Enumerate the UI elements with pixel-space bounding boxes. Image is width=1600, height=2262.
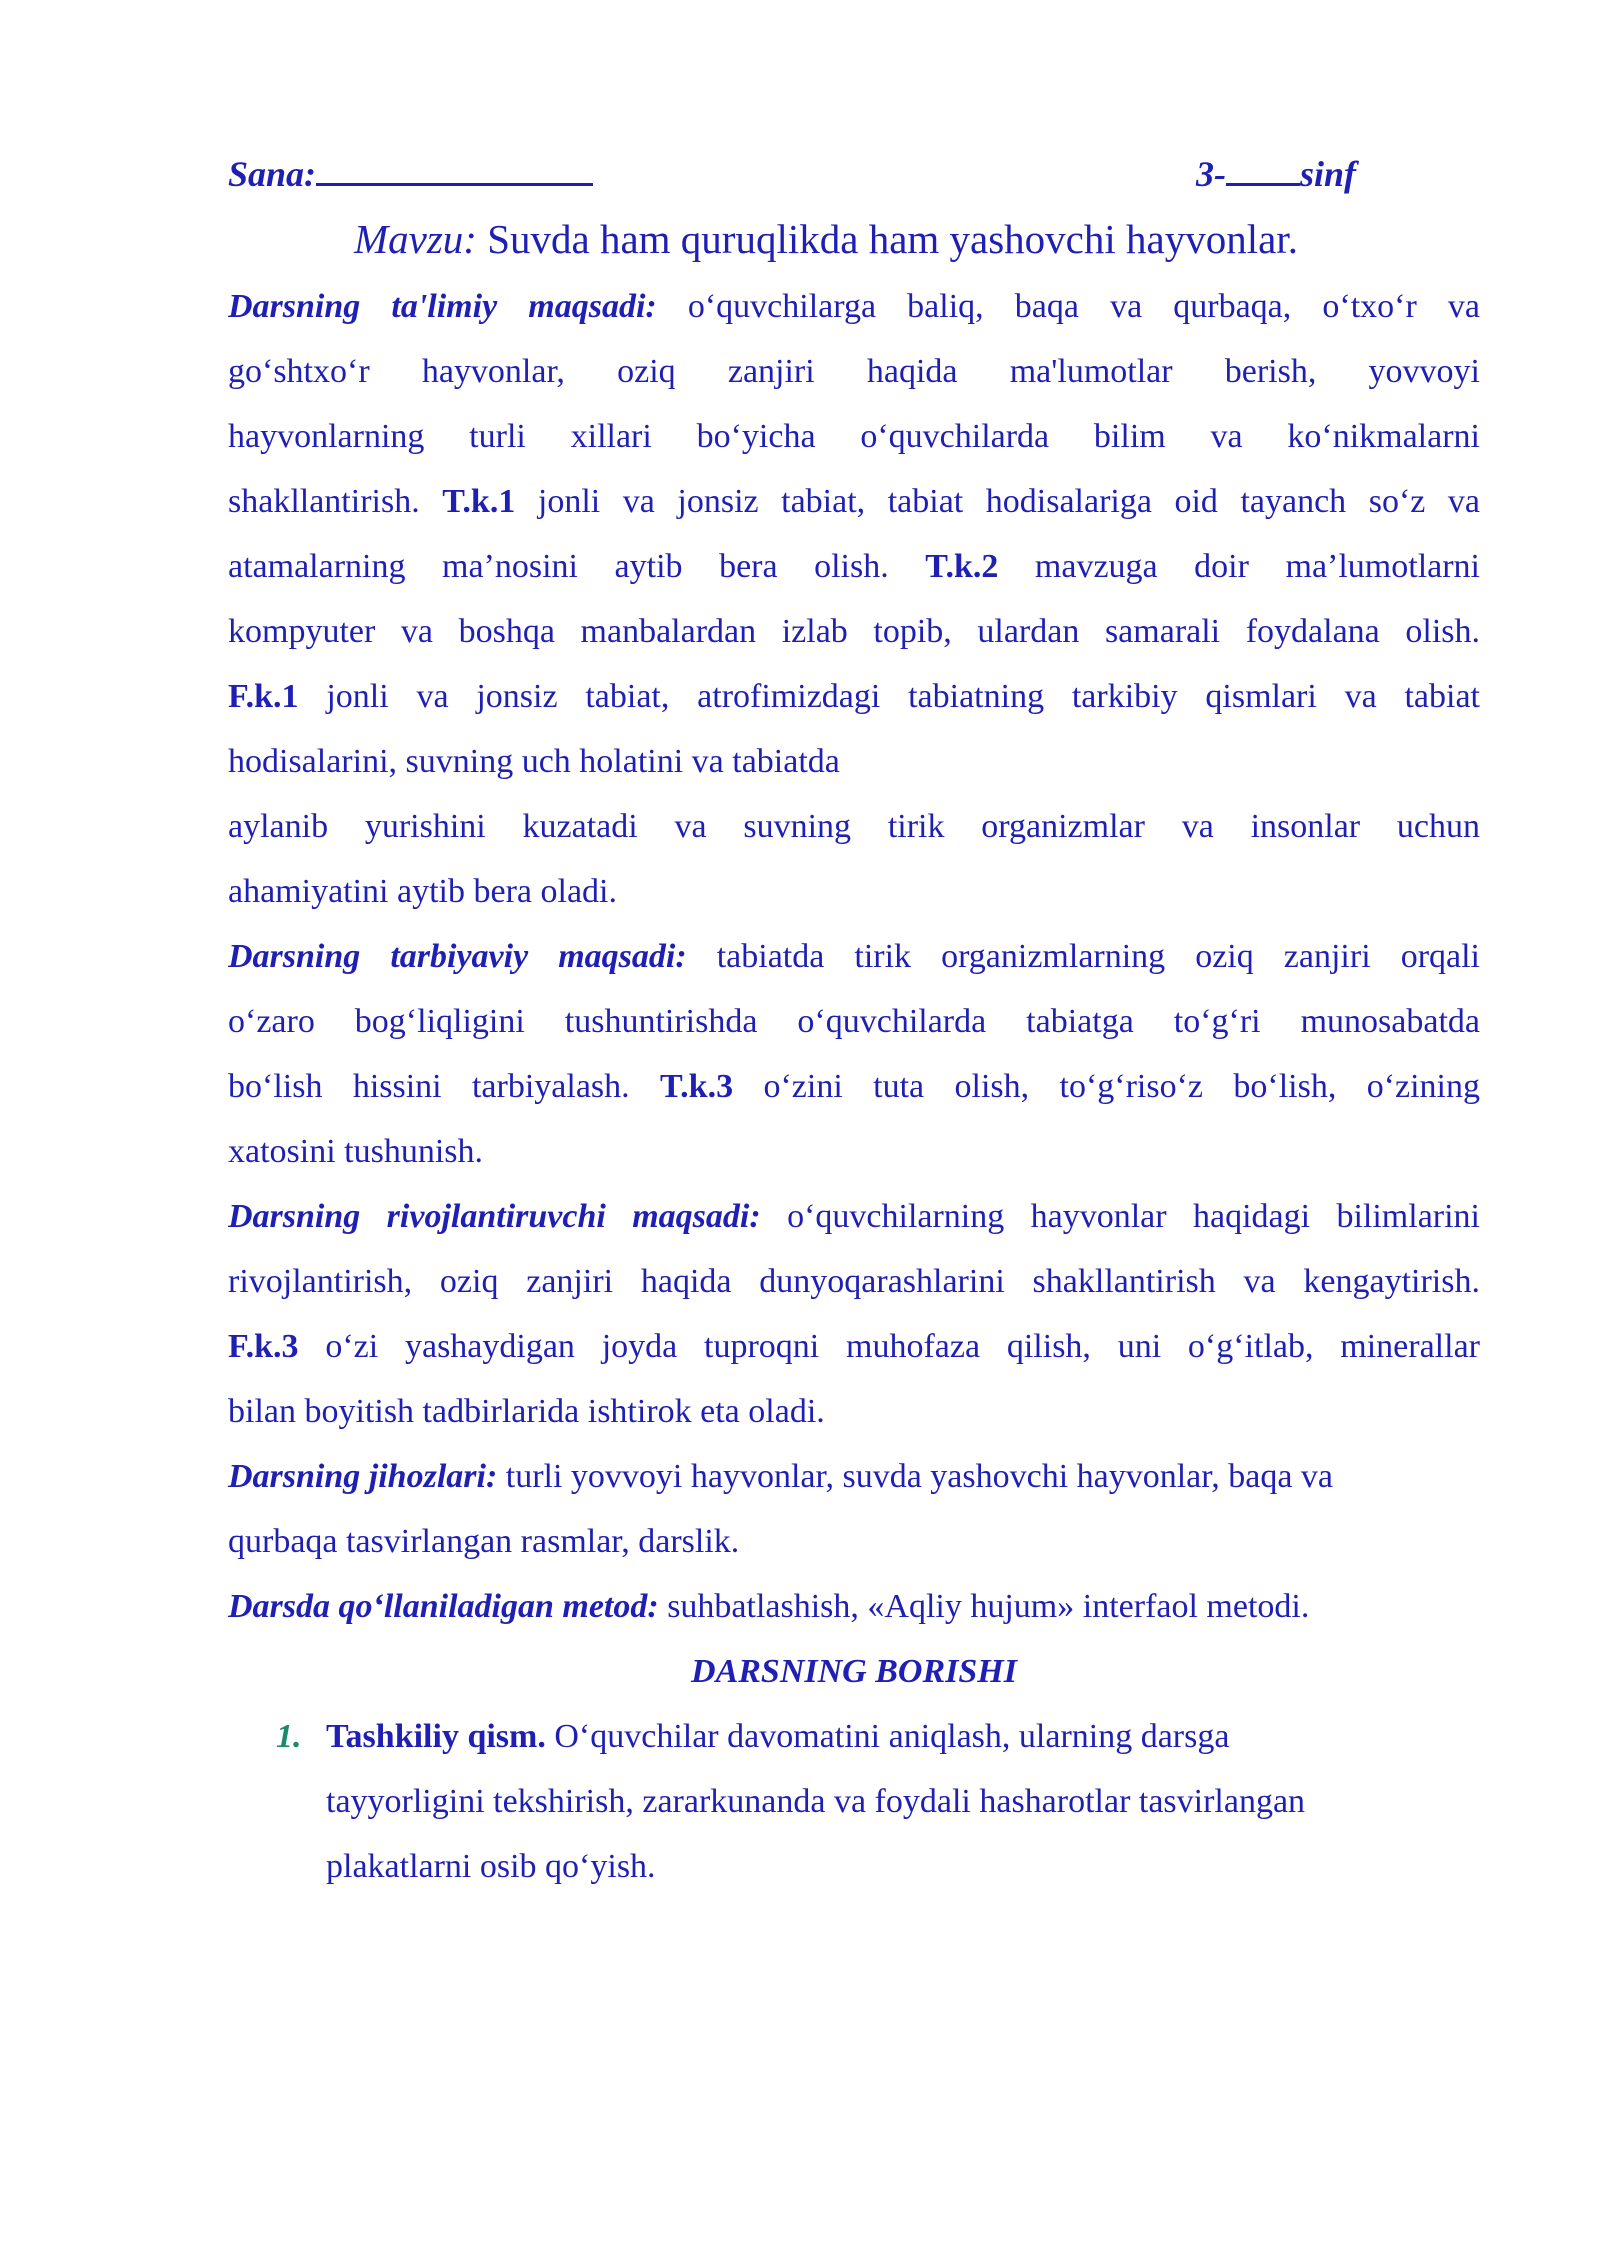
competence-text-fk1: jonli va jonsiz tabiat, atrofimizdagi tabiatning tarkibiy qismlari va tabiat <box>326 678 1480 715</box>
grade-suffix: sinf <box>1300 154 1357 194</box>
upbringing-goal-line-2: o‘zaro bog‘liqligini tushuntirishda o‘quvchilarda tabiatga to‘g‘ri munosabatda <box>228 1003 1480 1040</box>
educational-goal-line-4 <box>228 469 1480 534</box>
competence-code-tk1: T.k.1 <box>442 483 516 520</box>
topic-label: Mavzu: <box>354 216 477 262</box>
educational-goal-line-6: kompyuter va boshqa manbalardan izlab topib, ulardan samarali foydalana olish. <box>228 613 1480 650</box>
grade-field <box>1196 140 1356 208</box>
list-item-line-2: tayyorligini tekshirish, zararkunanda va foydali hasharotlar tasvirlangan <box>326 1783 1306 1820</box>
upbringing-goal-line-4: xatosini tushunish. <box>228 1133 484 1170</box>
competence-text-tk1: jonli va jonsiz tabiat, tabiat hodisalariga oid tayanch so‘z va <box>537 483 1480 520</box>
competence-text-fk3: o‘zi yashaydigan joyda tuproqni muhofaza qilish, uni o‘g‘itlab, minerallar <box>325 1328 1480 1365</box>
educational-goal-label: Darsning ta'limiy maqsadi: <box>228 288 657 325</box>
competence-code-tk2: T.k.2 <box>925 548 999 585</box>
grade-prefix: 3- <box>1196 154 1226 194</box>
list-item <box>228 1704 1480 1769</box>
competence-code-tk3: T.k.3 <box>660 1068 734 1105</box>
educational-goal-line-7 <box>228 664 1480 729</box>
document-page <box>228 140 1480 1899</box>
upbringing-goal-line-3 <box>228 1054 1480 1119</box>
competence-text-tk3: o‘zini tuta olish, to‘g‘riso‘z bo‘lish, o‘zining <box>763 1068 1480 1105</box>
list-item-text-1: O‘quvchilar davomatini aniqlash, ularning darsga <box>554 1718 1230 1755</box>
educational-goal-text-1: o‘quvchilarga baliq, baqa va qurbaqa, o‘txo‘r va <box>687 288 1480 325</box>
educational-goal-line-5 <box>228 534 1480 599</box>
list-item-line-3: plakatlarni osib qo‘yish. <box>326 1848 656 1885</box>
topic-line <box>228 208 1480 274</box>
competence-text-tk2: mavzuga doir ma’lumotlarni <box>1034 548 1480 585</box>
date-field <box>228 140 593 208</box>
equipment-label: Darsning jihozlari: <box>228 1458 498 1495</box>
educational-goal-line-8: hodisalarini, suvning uch holatini va tabiatda <box>228 743 840 780</box>
equipment-line-2: qurbaqa tasvirlangan rasmlar, darslik. <box>228 1523 740 1560</box>
topic-text: Suvda ham quruqlikda ham yashovchi hayvonlar. <box>487 216 1298 262</box>
method-label: Darsda qo‘llaniladigan metod: <box>228 1588 659 1625</box>
date-blank-line <box>316 149 593 186</box>
developmental-goal-line-4: bilan boyitish tadbirlarida ishtirok eta oladi. <box>228 1393 825 1430</box>
lesson-progress-title: DARSNING BORISHI <box>691 1653 1017 1690</box>
method-line <box>228 1574 1480 1639</box>
upbringing-goal-label: Darsning tarbiyaviy maqsadi: <box>228 938 687 975</box>
developmental-goal-line-2: rivojlantirish, oziq zanjiri haqida dunyoqarashlarini shakllantirish va kengaytirish. <box>228 1263 1480 1300</box>
developmental-goal-line-1 <box>228 1184 1480 1249</box>
equipment-text-1: turli yovvoyi hayvonlar, suvda yashovchi hayvonlar, baqa va <box>505 1458 1334 1495</box>
upbringing-goal-text-3: bo‘lish hissini tarbiyalash. <box>228 1068 630 1105</box>
educational-goal-line-1 <box>228 274 1480 339</box>
educational-goal-line-9: aylanib yurishini kuzatadi va suvning tirik organizmlar va insonlar uchun <box>228 808 1480 845</box>
educational-goal-line-2: go‘shtxo‘r hayvonlar, oziq zanjiri haqida ma'lumotlar berish, yovvoyi <box>228 353 1480 390</box>
competence-text-tk1-cont: atamalarning ma’nosini aytib bera olish. <box>228 548 889 585</box>
header-row <box>228 140 1480 208</box>
equipment-line-1 <box>228 1444 1480 1509</box>
educational-goal-line-3: hayvonlarning turli xillari bo‘yicha o‘quvchilarda bilim va ko‘nikmalarni <box>228 418 1480 455</box>
list-item-heading: Tashkiliy qism. <box>326 1718 546 1755</box>
method-text: suhbatlashish, «Aqliy hujum» interfaol metodi. <box>667 1588 1310 1625</box>
list-item-number: 1. <box>276 1718 302 1755</box>
competence-code-fk1: F.k.1 <box>228 678 299 715</box>
educational-goal-text-4: shakllantirish. <box>228 483 420 520</box>
developmental-goal-line-3 <box>228 1314 1480 1379</box>
developmental-goal-label: Darsning rivojlantiruvchi maqsadi: <box>228 1198 761 1235</box>
date-label: Sana: <box>228 154 317 194</box>
grade-blank-line <box>1226 149 1300 186</box>
upbringing-goal-line-1 <box>228 924 1480 989</box>
upbringing-goal-text-1: tabiatda tirik organizmlarning oziq zanjiri orqali <box>716 938 1480 975</box>
educational-goal-line-10: ahamiyatini aytib bera oladi. <box>228 873 617 910</box>
developmental-goal-text-1: o‘quvchilarning hayvonlar haqidagi bilimlarini <box>787 1198 1480 1235</box>
competence-code-fk3: F.k.3 <box>228 1328 299 1365</box>
